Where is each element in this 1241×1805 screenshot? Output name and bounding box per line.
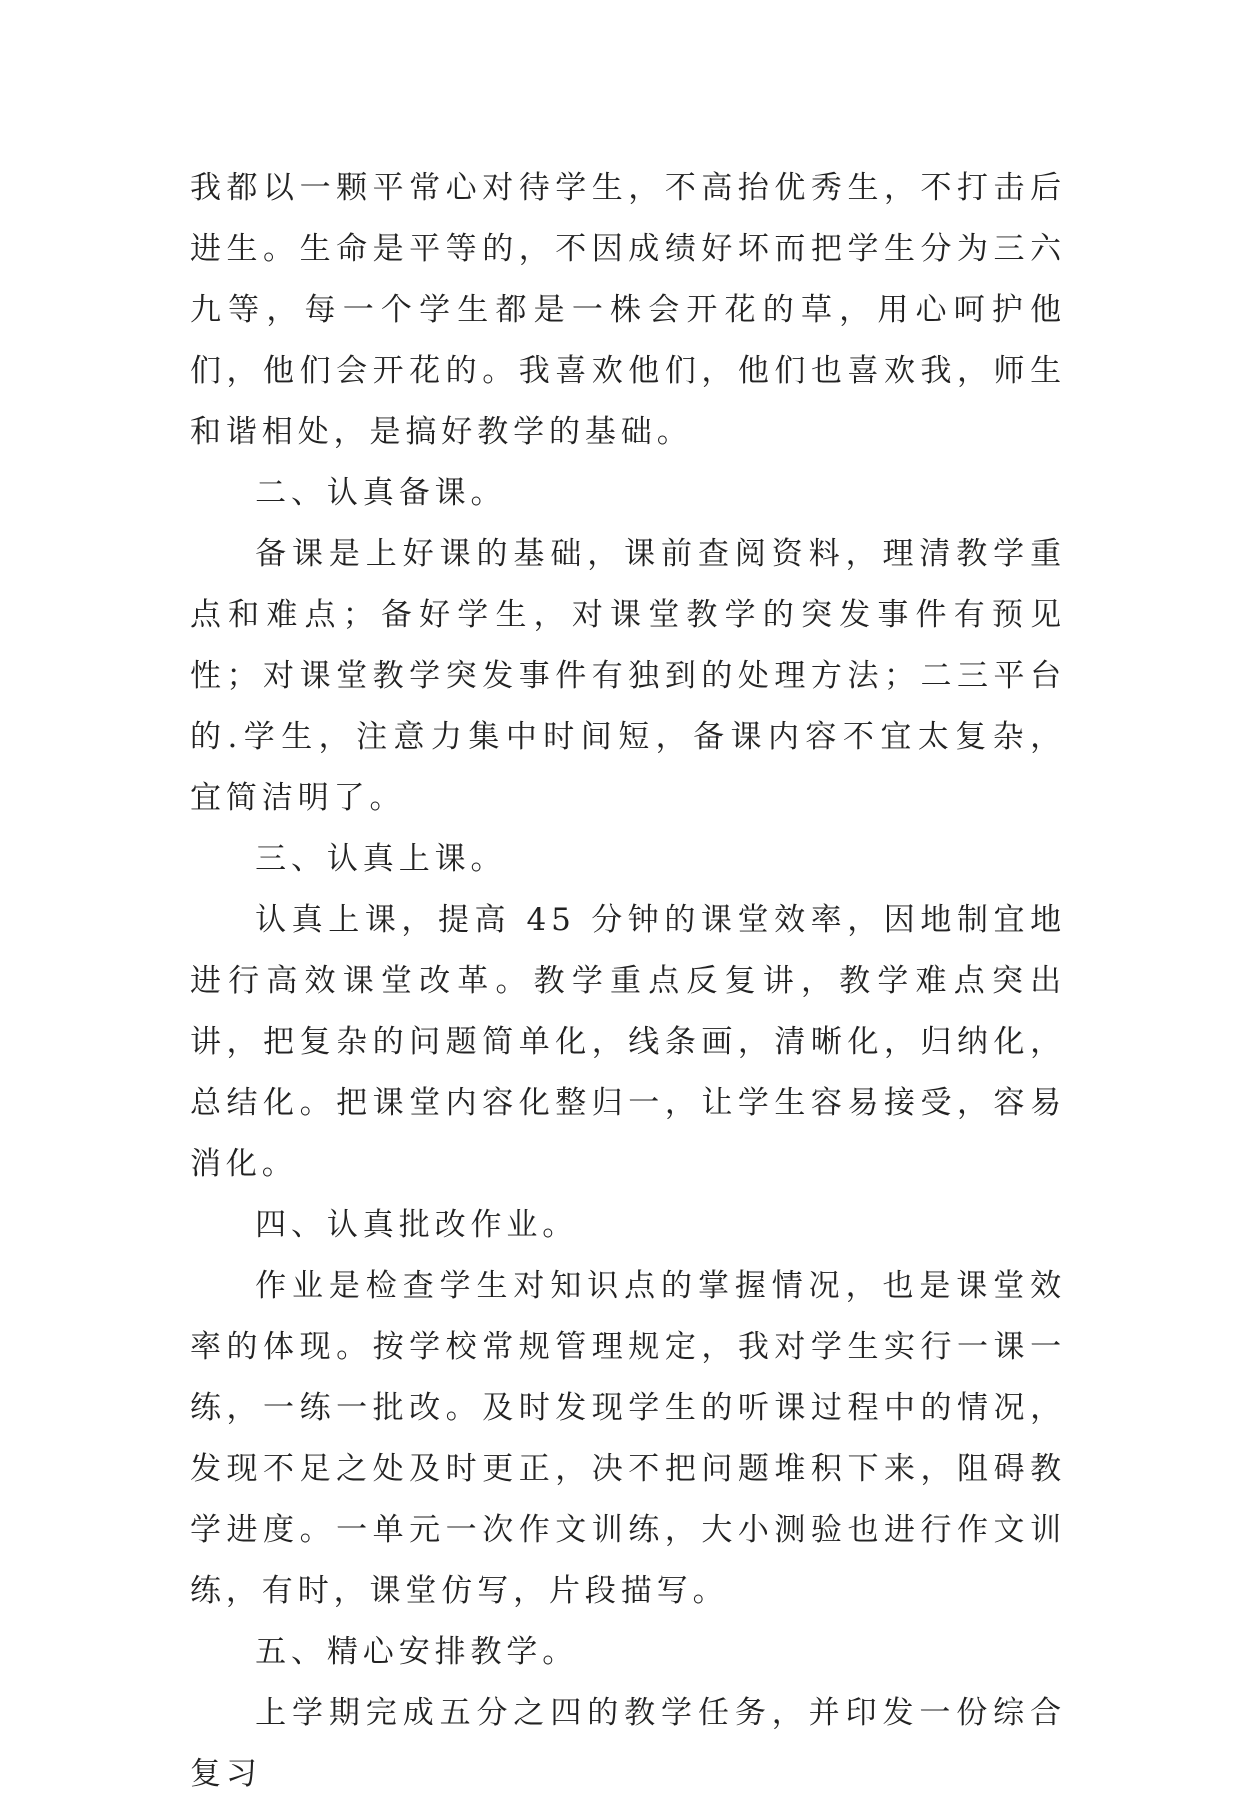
- section-heading-grade-homework: 四、认真批改作业。: [255, 1207, 579, 1243]
- section-heading-teach-class: 三、认真上课。: [255, 841, 507, 877]
- paragraph-grade-homework: 作业是检查学生对知识点的掌握情况，也是课堂效率的体现。按学校常规管理规定，我对学生实行一课一练，一练一批改。及时发现学生的听课过程中的情况，发现不足之处及时更正，决不把问题堆积下来，阻碍教学进度。一单元一次作文训练，大小测验也进行作文训练，有时，课堂仿写，片段描写。: [190, 1268, 1066, 1609]
- document-body: [190, 158, 1066, 1805]
- paragraph-teach-class: 认真上课，提高 45 分钟的课堂效率，因地制宜地进行高效课堂改革。教学重点反复讲，教学难点突出讲，把复杂的问题简单化，线条画，清晰化，归纳化，总结化。把课堂内容化整归一，让学生容易接受，容易消化。: [190, 902, 1066, 1182]
- paragraph-intro-continuation: 我都以一颗平常心对待学生，不高抬优秀生，不打击后进生。生命是平等的，不因成绩好坏而把学生分为三六九等，每一个学生都是一株会开花的草，用心呵护他们，他们会开花的。我喜欢他们，他们也喜欢我，师生和谐相处，是搞好教学的基础。: [190, 170, 1066, 450]
- section-heading-prepare-lessons: 二、认真备课。: [255, 475, 507, 511]
- paragraph-prepare-lessons: 备课是上好课的基础，课前查阅资料，理清教学重点和难点；备好学生，对课堂教学的突发事件有预见性；对课堂教学突发事件有独到的处理方法；二三平台的.学生，注意力集中时间短，备课内容不宜太复杂，宜简洁明了。: [190, 536, 1066, 816]
- paragraph-arrange-teaching: 上学期完成五分之四的教学任务，并印发一份综合复习: [190, 1695, 1066, 1792]
- section-heading-arrange-teaching: 五、精心安排教学。: [255, 1634, 579, 1670]
